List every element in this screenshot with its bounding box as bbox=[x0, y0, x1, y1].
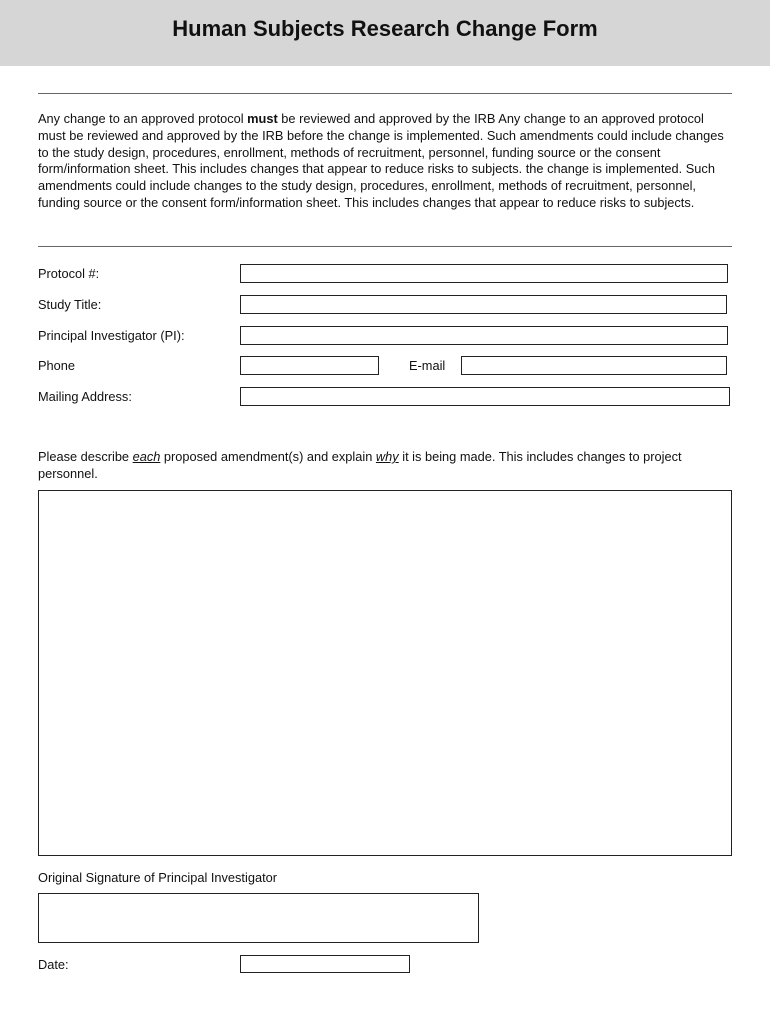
study-title-label: Study Title: bbox=[38, 297, 102, 312]
phone-label: Phone bbox=[38, 358, 76, 373]
intro-text-start: Any change to an approved protocol bbox=[38, 111, 248, 126]
intro-paragraph bbox=[38, 111, 732, 212]
intro-text-must: must bbox=[247, 111, 278, 126]
divider-top bbox=[38, 93, 732, 94]
signature-box[interactable] bbox=[38, 893, 479, 943]
describe-instructions bbox=[38, 449, 732, 483]
describe-text-2: proposed amendment(s) and explain bbox=[160, 449, 376, 464]
divider-middle bbox=[38, 246, 732, 247]
study-title-input[interactable] bbox=[240, 295, 727, 314]
date-label: Date: bbox=[38, 957, 69, 972]
amendment-description-textarea[interactable] bbox=[38, 490, 732, 856]
pi-label: Principal Investigator (PI): bbox=[38, 328, 185, 343]
describe-text-each: each bbox=[132, 449, 161, 464]
page-title: Human Subjects Research Change Form bbox=[172, 16, 598, 41]
email-label: E-mail bbox=[409, 358, 446, 373]
phone-input[interactable] bbox=[240, 356, 379, 375]
describe-text-3: it is being made. This includes changes to project personnel. bbox=[38, 449, 682, 481]
signature-label: Original Signature of Principal Investigator bbox=[38, 870, 277, 885]
protocol-label: Protocol #: bbox=[38, 266, 100, 281]
mailing-address-label: Mailing Address: bbox=[38, 389, 132, 404]
mailing-address-input[interactable] bbox=[240, 387, 730, 406]
pi-input[interactable] bbox=[240, 326, 728, 345]
email-input[interactable] bbox=[461, 356, 727, 375]
protocol-input[interactable] bbox=[240, 264, 728, 283]
describe-text-1: Please describe bbox=[38, 449, 133, 464]
intro-text-rest: be reviewed and approved by the IRB Any change to an approved protocol must be reviewed and approved by the IRB before the change is implemented. Such amendments could include changes to the study design, procedures, enrollment, methods of recruitment, personnel, funding source or the consent form/information sheet. This includes changes that appear to reduce risks to subjects. the change is implemented. Such amendments could include changes to the study design, procedures, enrollment, methods of recruitment, personnel, funding source or the consent form/information sheet. This includes changes that appear to reduce risks to subjects. bbox=[38, 111, 724, 210]
date-input[interactable] bbox=[240, 955, 410, 973]
describe-text-why: why bbox=[375, 449, 399, 464]
